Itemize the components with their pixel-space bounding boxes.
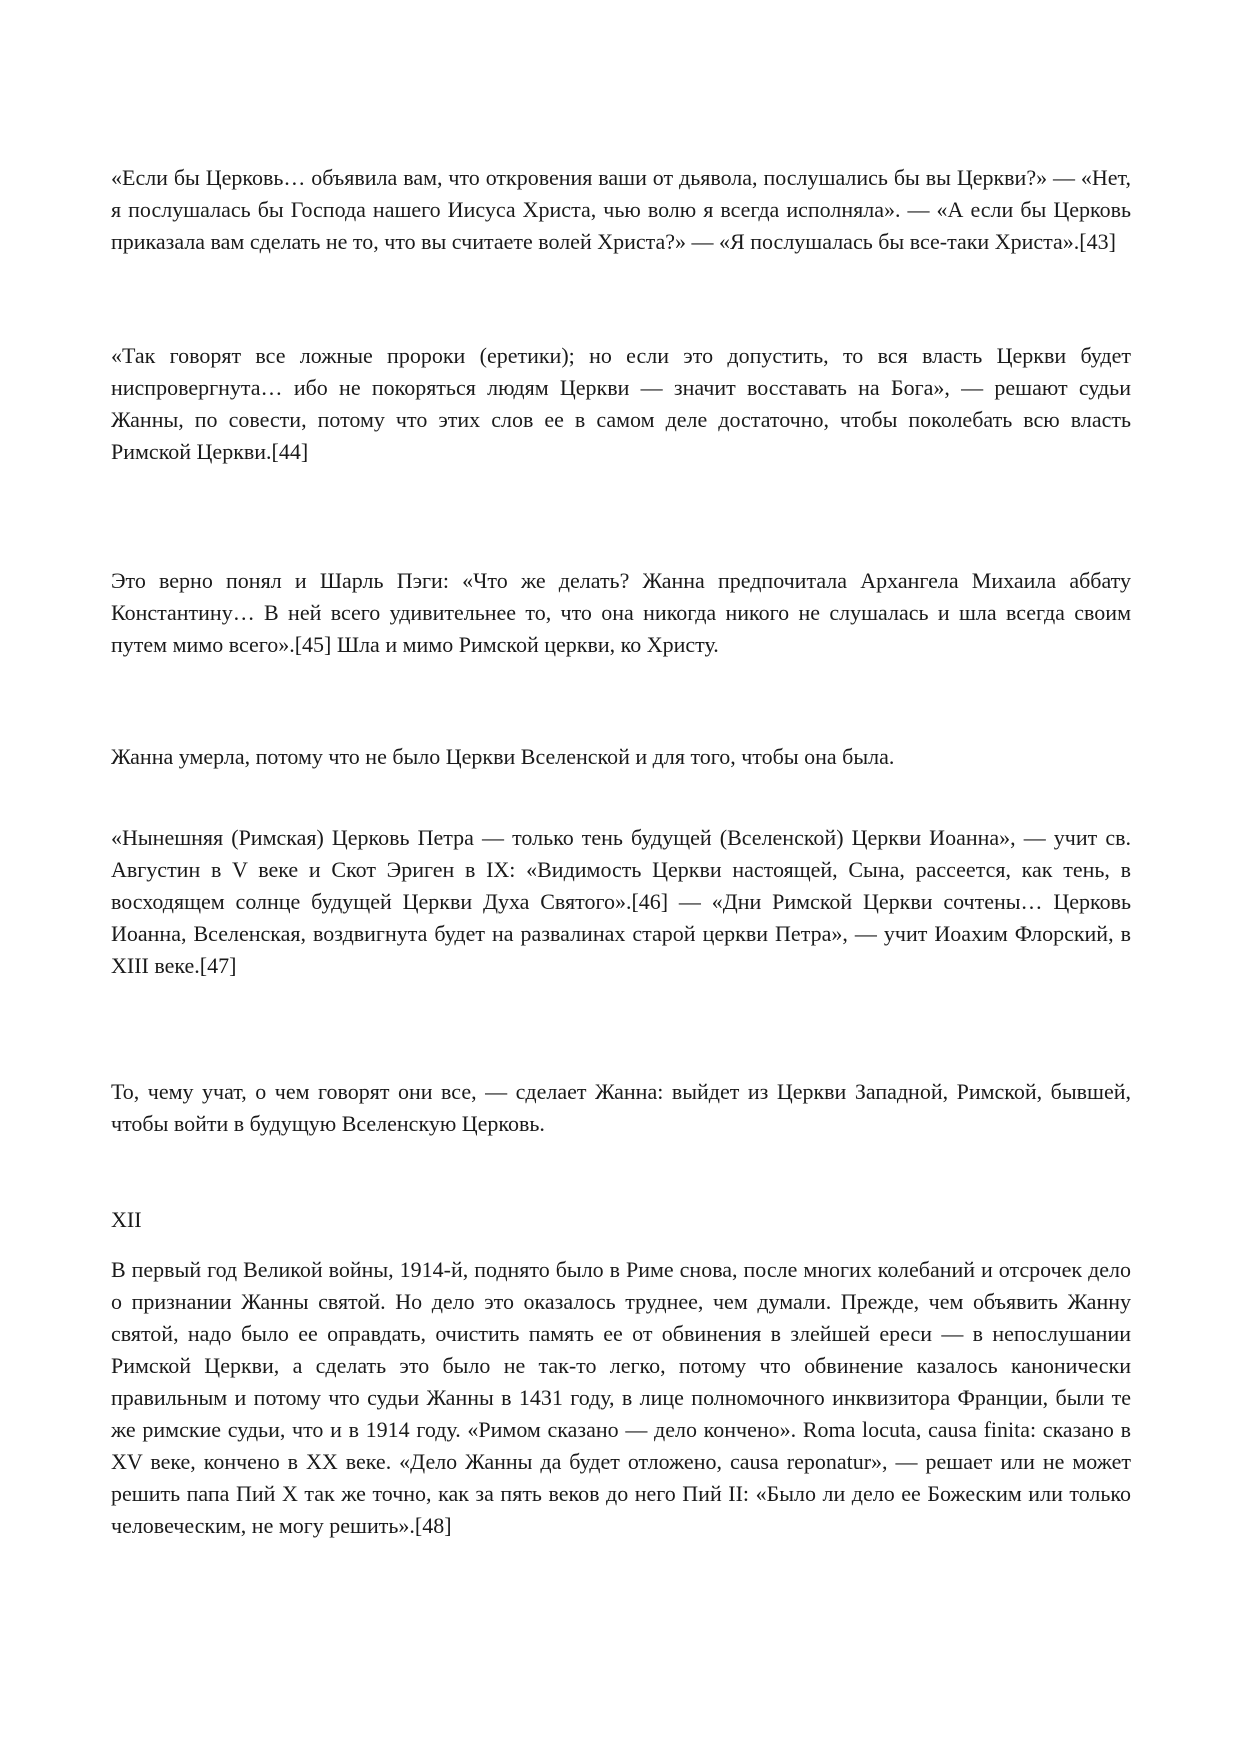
paragraph-4: Жанна умерла, потому что не было Церкви Вселенской и для того, чтобы она была. (111, 744, 895, 769)
paragraph-3: Это верно понял и Шарль Пэги: «Что же делать? Жанна предпочитала Архангела Михаила аббату Константину… В ней всего удивительнее то, что она никогда никого не слушалась и шла всегда своим путем мимо всего».[45] Шла и мимо Римской церкви, ко Христу. (111, 568, 1131, 657)
paragraph-7: В первый год Великой войны, 1914-й, поднято было в Риме снова, после многих колебаний и отсрочек дело о признании Жанны святой. Но дело это оказалось труднее, чем думали. Прежде, чем объявить Жанну святой, надо было ее оправдать, очистить память ее от обвинения в злейшей ереси — в непослушании Римской Церкви, а сделать это было не так-то легко, потому что обвинение казалось канонически правильным и потому что судьи Жанны в 1431 году, в лице полномочного инквизитора Франции, были те же римские судьи, что и в 1914 году. «Римом сказано — дело кончено». Roma locuta, causa finita: сказано в XV веке, кончено в XX веке. «Дело Жанны да будет отложено, causa reponatur», — решает или не может решить папа Пий X так же точно, как за пять веков до него Пий II: «Было ли дело ее Божеским или только человеческим, не могу решить».[48] (111, 1257, 1131, 1538)
paragraph-2: «Так говорят все ложные пророки (еретики); но если это допустить, то вся власть Церкви будет ниспровергнута… ибо не покоряться людям Церкви — значит восставать на Бога», — решают судьи Жанны, по совести, потому что этих слов ее в самом деле достаточно, чтобы поколебать всю власть Римской Церкви.[44] (111, 343, 1131, 464)
paragraph-5: «Нынешняя (Римская) Церковь Петра — только тень будущей (Вселенской) Церкви Иоанна», — учит св. Августин в V веке и Скот Эриген в IX: «Видимость Церкви настоящей, Сына, рассеется, как тень, в восходящем солнце будущей Церкви Духа Святого».[46] — «Дни Римской Церкви сочтены… Церковь Иоанна, Вселенская, воздвигнута будет на развалинах старой церкви Петра», — учит Иоахим Флорский, в XIII веке.[47] (111, 825, 1131, 978)
paragraph-1: «Если бы Церковь… объявила вам, что откровения ваши от дьявола, послушались бы вы Церкви?» — «Нет, я послушалась бы Господа нашего Иисуса Христа, чью волю я всегда исполняла». — «А если бы Церковь приказала вам сделать не то, что вы считаете волей Христа?» — «Я послушалась бы все-таки Христа».[43] (111, 165, 1131, 254)
section-heading: XII (111, 1207, 142, 1232)
paragraph-6: То, чему учат, о чем говорят они все, — сделает Жанна: выйдет из Церкви Западной, Римской, бывшей, чтобы войти в будущую Вселенскую Церковь. (111, 1079, 1131, 1136)
